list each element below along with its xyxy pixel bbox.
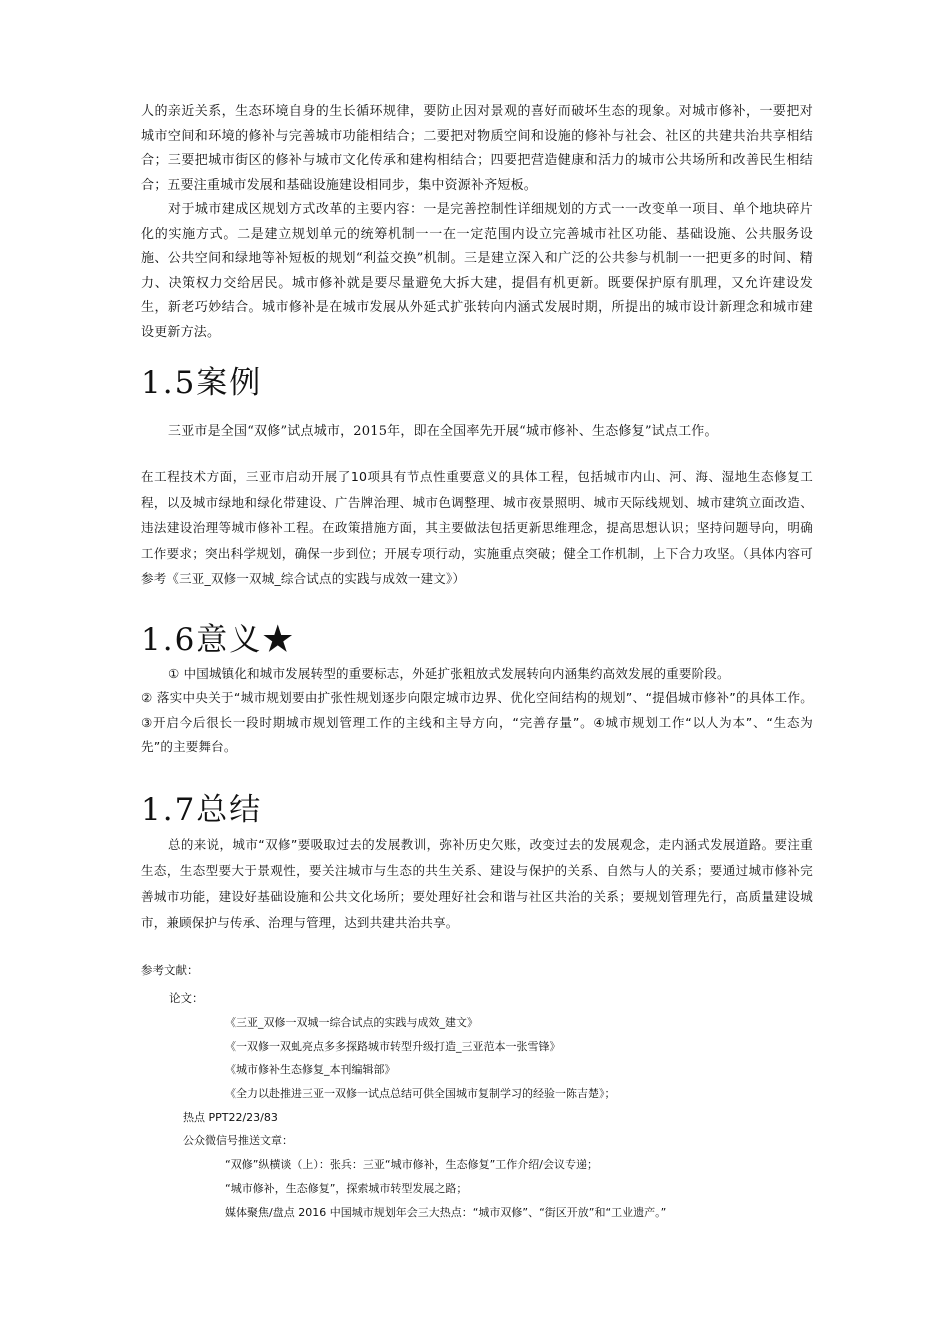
hotspot-reference: 热点 PPT22/23/83 bbox=[183, 1111, 278, 1124]
references-title: 参考文献： bbox=[141, 963, 199, 977]
reference-item: 《三亚_双修一双城一综合试点的实践与成效_建文》 bbox=[225, 1016, 478, 1029]
heading-summary: 1.7总结 bbox=[141, 792, 263, 828]
reference-item: 《全力以赴推进三亚一双修一试点总结可供全国城市复制学习的经验一陈吉楚》； bbox=[225, 1087, 616, 1100]
paragraph-summary: 总的来说，城市“双修”要吸取过去的发展教训，弥补历史欠账，改变过去的发展观念，走内涵式发展道路。要注重生态，生态型要大于景观性，要关注城市与生态的共生关系、建设与保护的关系、自然与人的关系；要通过城市修补完善城市功能，建设好基础设施和公共文化场所；要处理好社会和谐与社区共治的关系；要规划管理先行，高质量建设城市，兼顾保护与传承、治理与管理，达到共建共治共享。 bbox=[141, 837, 813, 930]
paragraph-urban-repair: 人的亲近关系，生态环境自身的生长循环规律，要防止因对景观的喜好而破坏生态的现象。对城市修补，一要把对城市空间和环境的修补与完善城市功能相结合；二要把对物质空间和设施的修补与社会、社区的共建共治共享相结合；三要把城市街区的修补与城市文化传承和建构相结合；四要把营造健康和活力的城市公共场所和改善民生相结合；五要注重城市发展和基础设施建设相同步，集中资源补齐短板。 bbox=[141, 104, 813, 193]
reference-item: 《一双修一双虬亮点多多探路城市转型升级打造_三亚范本一张雪锋》 bbox=[225, 1040, 561, 1053]
paragraph-meaning-1: ① 中国城镇化和城市发展转型的重要标志，外延扩张粗放式发展转向内涵集约高效发展的重要阶段。 bbox=[168, 666, 730, 681]
heading-case: 1.5案例 bbox=[141, 365, 263, 401]
paragraph-meaning-2: ② 落实中央关于“城市规划要由扩张性规划逐步向限定城市边界、优化空间结构的规划”、“提倡城市修补”的具体工作。③开启今后很长一段时期城市规划管理工作的主线和主导方向，“完善存量”。④城市规划工作“以人为本”、“生态为先”的主要舞台。 bbox=[141, 690, 813, 754]
article-item: 媒体聚焦/盘点 2016 中国城市规划年会三大热点：“城市双修”、“街区开放”和“工业遗产。” bbox=[225, 1206, 667, 1219]
reference-item: 《城市修补生态修复_本刊编辑部》 bbox=[225, 1063, 396, 1076]
article-item: “双修”纵横谈（上）：张兵：三亚“城市修补，生态修复”工作介绍/会议专递； bbox=[225, 1158, 598, 1171]
paragraph-planning-reform: 对于城市建成区规划方式改革的主要内容：一是完善控制性详细规划的方式一一改变单一项目、单个地块碎片化的实施方式。二是建立规划单元的统筹机制一一在一定范围内设立完善城市社区功能、基础设施、公共服务设施、公共空间和绿地等补短板的规划“利益交换”机制。三是建立深入和广泛的公共参与机制一一把更多的时间、精力、决策权力交给居民。城市修补就是要尽量避免大拆大建，提倡有机更新。既要保护原有肌理，又允许建设发生，新老巧妙结合。城市修补是在城市发展从外延式扩张转向内涵式发展时期，所提出的城市设计新理念和城市建设更新方法。 bbox=[141, 202, 813, 340]
wechat-label: 公众微信号推送文章： bbox=[183, 1134, 293, 1147]
papers-label: 论文： bbox=[169, 991, 204, 1005]
heading-meaning: 1.6意义★ bbox=[141, 622, 296, 658]
paragraph-case-intro: 三亚市是全国“双修”试点城市，2015年，即在全国率先开展“城市修补、生态修复”试点工作。 bbox=[168, 424, 718, 439]
article-item: “城市修补，生态修复”，探索城市转型发展之路； bbox=[225, 1182, 468, 1195]
paragraph-case-body: 在工程技术方面，三亚市启动开展了10项具有节点性重要意义的具体工程，包括城市内山、河、海、湿地生态修复工程，以及城市绿地和绿化带建设、广告牌治理、城市色调整理、城市夜景照明、城市天际线规划、城市建筑立面改造、违法建设治理等城市修补工程。在政策措施方面，其主要做法包括更新思维理念，提高思想认识；坚持问题导向，明确工作要求；突出科学规划，确保一步到位；开展专项行动，实施重点突破；健全工作机制，上下合力攻坚。（具体内容可参考《三亚_双修一双城_综合试点的实践与成效一建文》） bbox=[141, 469, 813, 586]
